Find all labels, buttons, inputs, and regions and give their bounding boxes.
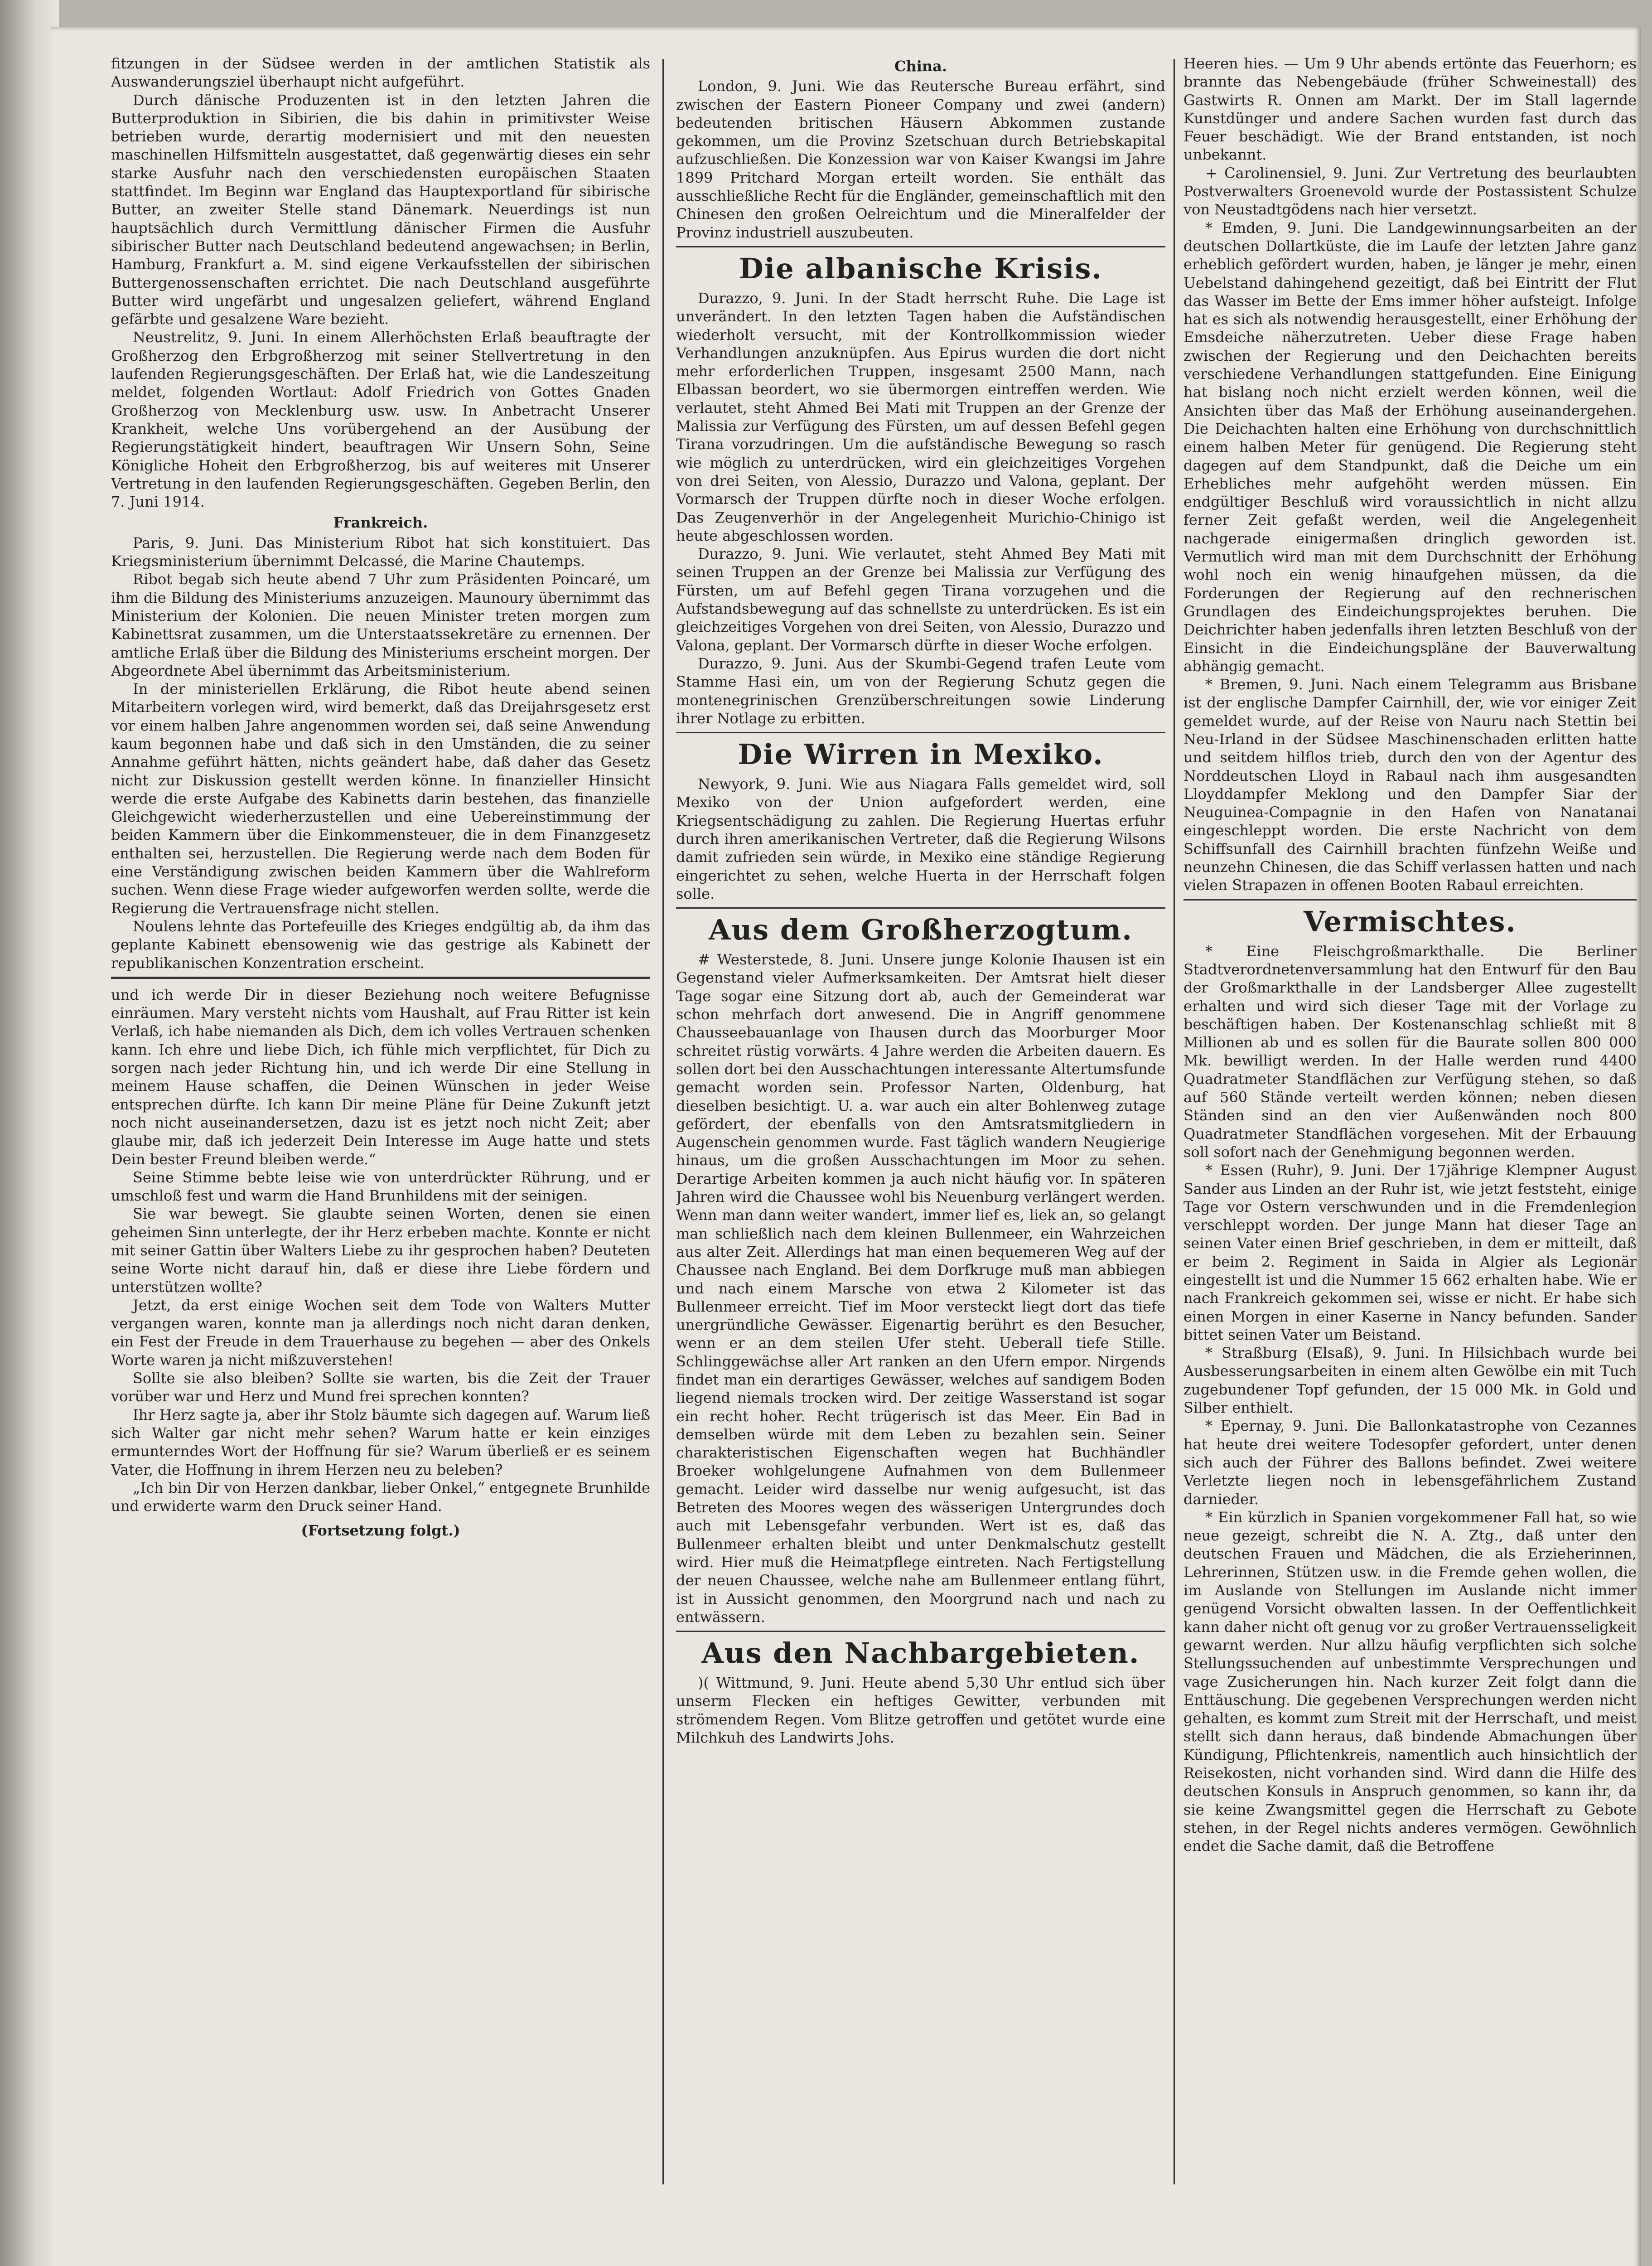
paragraph: Durazzo, 9. Juni. Wie verlautet, steht Ahmed Bey Mati mit seinen Truppen an der Grenze bei Malissia zur Verfügung des Fürsten, um auf Befehl gegen Tirana vorzugehen und die Aufstandsbewegung auf das schnellste zu unterdrücken. Es ist ein gleichzeitiges Vorgehen von drei Seiten, von Alessio, Durazzo und Valona, geplant. Der Vormarsch dürfte in dieser Woche erfolgen. xyxy=(676,545,1165,654)
paragraph: + Carolinensiel, 9. Juni. Zur Vertretung des beurlaubten Postverwalters Groenevold wurde der Postassistent Schulze von Neustadtgödens nach hier versetzt. xyxy=(1183,164,1637,218)
paragraph: Paris, 9. Juni. Das Ministerium Ribot hat sich konstituiert. Das Kriegsministerium übernimmt Delcassé, die Marine Chautemps. xyxy=(111,534,650,570)
paragraph: * Emden, 9. Juni. Die Landgewinnungsarbeiten an der deutschen Dollartküste, die im Laufe der letzten Jahre ganz erheblich gefördert wurden, haben, je länger je mehr, einen Uebelstand dahingehend gezeitigt, daß bei Eintritt der Flut das Wasser im Bette der Ems immer höher aufsteigt. Infolge hat es sich als notwendig herausgestellt, einer Erhöhung der Emsdeiche näherzutreten. Ueber diese Frage haben zwischen der Regierung und den Deichachten bereits verschiedene Verhandlungen stattgefunden. Eine Einigung hat bislang noch nicht erzielt werden können, weil die Ansichten über das Maß der Erhöhung auseinandergehen. Die Deichachten halten eine Erhöhung von durchschnittlich einem halben Meter für genügend. Die Regierung steht dagegen auf dem Standpunkt, daß die Deiche um ein Erhebliches mehr aufgehöht werden müssen. Ein endgültiger Beschluß wird voraussichtlich in nicht allzu ferner Zeit gefaßt werden, weil die Angelegenheit nachgerade einigermaßen dringlich geworden ist. Vermutlich wird man mit dem Durchschnitt der Erhöhung wohl noch ein wenig hinaufgehen müssen, da die Forderungen der Regierung auf den rechnerischen Grundlagen des Eindeichungsprojektes beruhen. Die Deichrichter haben jedenfalls ihren letzten Beschluß von der Einsicht in die Eindeichungspläne der Bauverwaltung abhängig gemacht. xyxy=(1183,219,1637,675)
section-heading: Aus den Nachbargebieten. xyxy=(701,1637,1140,1670)
paragraph: Newyork, 9. Juni. Wie aus Niagara Falls gemeldet wird, soll Mexiko von der Union aufgefordert werden, eine Kriegsentschädigung zu zahlen. Die Regierung Huertas erfuhr durch ihren amerikanischen Vertreter, daß die Regierung Wilsons damit zufrieden sein würde, in Mexiko eine ständige Regierung eingerichtet zu sehen, welche Huerta in der Herrschaft folgen solle. xyxy=(676,775,1165,902)
paragraph: * Bremen, 9. Juni. Nach einem Telegramm aus Brisbane ist der englische Dampfer Cairnhill, der, wie vor einiger Zeit gemeldet wurde, auf der Reise von Nauru nach Stettin bei Neu-Irland in der Südsee Maschinenschaden erlitten hatte und seitdem hilflos trieb, durch den von der Agentur des Norddeutschen Lloyd in Rabaul nach ihm ausgesandten Lloyddampfer Meklong und den Dampfer Siar der Neuguinea-Compagnie in den Hafen von Nanatanai eingeschleppt worden. Die erste Nachricht von dem Schiffsunfall des Cairnhill brachten fünfzehn Weiße und neunzehn Chinesen, die das Schiff verlassen hatten und nach vielen Strapazen in offenen Booten Rabaul erreichten. xyxy=(1183,676,1637,894)
column-divider xyxy=(1174,59,1175,2184)
paragraph: * Straßburg (Elsaß), 9. Juni. In Hilsichbach wurde bei Ausbesserungsarbeiten in einem alten Gewölbe ein mit Tuch zugebundener Topf gefunden, der 15 000 Mk. in Gold und Silber enthielt. xyxy=(1183,1344,1637,1417)
paragraph: Seine Stimme bebte leise wie von unterdrückter Rührung, und er umschloß fest und warm die Hand Brunhildens mit der seinigen. xyxy=(111,1168,650,1205)
feuilleton-divider xyxy=(111,977,650,981)
paragraph: Ihr Herz sagte ja, aber ihr Stolz bäumte sich dagegen auf. Warum ließ sich Walter gar nicht mehr sehen? Warum hatte er kein einziges ermunterndes Wort der Hoffnung für sie? Warum überließ er es seinem Vater, die Hoffnung in ihrem Herzen neu zu beleben? xyxy=(111,1406,650,1478)
section-heading: Die albanische Krisis. xyxy=(739,252,1103,285)
paragraph: fitzungen in der Südsee werden in der amtlichen Statistik als Auswanderungsziel überhaupt nicht aufgeführt. xyxy=(111,55,650,91)
paragraph: Noulens lehnte das Portefeuille des Krieges endgültig ab, da ihm das geplante Kabinett ebensowenig wie das gestrige als Kabinett der republikanischen Konzentration erscheint. xyxy=(111,917,650,972)
paragraph: Durazzo, 9. Juni. Aus der Skumbi-Gegend trafen Leute vom Stamme Hasi ein, um von der Regierung Schutz gegen die montenegrinischen Grenzüberschreitungen sowie Linderung ihrer Notlage zu erbitten. xyxy=(676,654,1165,727)
paragraph: Ribot begab sich heute abend 7 Uhr zum Präsidenten Poincaré, um ihm die Bildung des Ministeriums anzuzeigen. Maunoury übernimmt das Ministerium der Kolonien. Die neuen Minister treten morgen zum Kabinettsrat zusammen, um die Unterstaatssekretäre zu ernennen. Der amtliche Erlaß über die Bildung des Ministeriums erscheint morgen. Der Abgeordnete Abel übernimmt das Arbeitsministerium. xyxy=(111,571,650,679)
paragraph: Durazzo, 9. Juni. In der Stadt herrscht Ruhe. Die Lage ist unverändert. In den letzten Tagen haben die Aufständischen wiederholt versucht, mit der Kontrollkommission wieder Verhandlungen anzuknüpfen. Aus Epirus wurden die dort nicht mehr erforderlichen Truppen, insgesamt 2500 Mann, nach Elbassan beordert, wo sie übermorgen eintreffen werden. Wie verlautet, steht Ahmed Bei Mati mit Truppen an der Grenze der Malissia zur Verfügung des Fürsten, um auf dessen Befehl gegen Tirana vorzudringen. Um die aufständische Bewegung so rasch wie möglich zu unterdrücken, wird ein gleichzeitiges Vorgehen von drei Seiten, von Alessio, Durazzo und Valona, geplant. Der Vormarsch der Truppen dürfte noch in dieser Woche erfolgen. Das Zeugenverhör in der Angelegenheit Murichio-Chinigo ist heute abgeschlossen worden. xyxy=(676,289,1165,544)
paragraph: Sollte sie also bleiben? Sollte sie warten, bis die Zeit der Trauer vorüber war und Herz und Mund frei sprechen konnten? xyxy=(111,1370,650,1405)
paragraph: „Ich bin Dir von Herzen dankbar, lieber Onkel,“ entgegnete Brunhilde und erwiderte warm den Druck seiner Hand. xyxy=(111,1479,650,1515)
divider xyxy=(676,1631,1165,1632)
divider xyxy=(676,246,1165,247)
paragraph: * Essen (Ruhr), 9. Juni. Der 17jährige Klempner August Sander aus Linden an der Ruhr ist, wie jetzt feststeht, einige Tage vor Ostern verschwunden und in die Fremdenlegion verschleppt worden. Der junge Mann hat dieser Tage an seinen Vater einen Brief geschrieben, in dem er mitteilt, daß er beim 2. Regiment in Saida in Algier als Legionär eingestellt ist und die Nummer 15 662 erhalten habe. Wie er nach Frankreich gekommen sei, wisse er nicht. Er habe sich einen Morgen in einer Kaserne in Nancy befunden. Sander bittet seinen Vater um Beistand. xyxy=(1183,1162,1637,1343)
column-divider xyxy=(662,59,664,2184)
paragraph: London, 9. Juni. Wie das Reutersche Bureau erfährt, sind zwischen der Eastern Pioneer Company und zwei (andern) bedeutenden britischen Häusern Abkommen zustande gekommen, um die Provinz Szetschuan durch Betriebskapital aufzuschließen. Die Konzession war von Kaiser Kwangsi im Jahre 1899 Pritchard Morgan erteilt worden. Sie enthält das ausschließliche Recht für die Engländer, gemeinschaftlich mit den Chinesen den großen Oelreichtum und die Mineralfelder der Provinz industriell auszubeuten. xyxy=(676,77,1165,241)
paragraph: * Eine Fleischgroßmarkthalle. Die Berliner Stadtverordnetenversammlung hat den Entwurf für den Bau der Großmarkthalle in der Landsberger Allee zugestellt erhalten und wird sich dieser Tage mit der Vorlage zu beschäftigen haben. Der Kostenanschlag schließt mit 8 Millionen ab und es sollen für die Baurate sollen 800 000 Mk. bewilligt werden. In der Halle werden rund 4400 Quadratmeter Standflächen zur Verfügung stehen, so daß auf 560 Stände verteilt werden können; neben diesen Ständen sind an den vier Außenwänden noch 800 Quadratmeter Standflächen vorgesehen. Mit der Erbauung soll sofort nach der Genehmigung begonnen werden. xyxy=(1183,942,1637,1161)
divider xyxy=(676,732,1165,733)
paragraph: Durch dänische Produzenten ist in den letzten Jahren die Butterproduktion in Sibirien, die bis dahin in primitivster Weise betrieben wurde, derartig modernisiert und mit den neuesten maschinellen Hilfsmitteln ausgestattet, daß gegenwärtig dieses ein sehr starke Ausfuhr nach den verschiedensten europäischen Staaten stattfindet. Im Beginn war England das Hauptexportland für sibirische Butter, an zweiter Stelle stand Dänemark. Neuerdings ist nun hauptsächlich durch Vermittlung dänischer Firmen die Ausfuhr sibirischer Butter nach Deutschland bedeutend angewachsen; in Berlin, Hamburg, Frankfurt a. M. sind eigene Verkaufsstellen der sibirischen Buttergenossenschaften errichtet. Die nach Deutschland ausgeführte Butter wird ungefärbt und ungesalzen geliefert, während England gefärbte und gesalzene Ware bezieht. xyxy=(111,91,650,328)
section-heading: China. xyxy=(894,58,947,75)
paragraph: Jetzt, da erst einige Wochen seit dem Tode von Walters Mutter vergangen waren, konnte man ja allerdings noch nicht daran denken, ein Fest der Freude in dem Trauerhause zu begehen — aber des Onkels Worte waren ja nicht mißzuverstehen! xyxy=(111,1296,650,1369)
paragraph: und ich werde Dir in dieser Beziehung noch weitere Befugnisse einräumen. Mary versteht nichts vom Haushalt, auf Frau Ritter ist kein Verlaß, ich habe niemanden als Dich, dem ich volles Vertrauen schenken kann. Ich ehre und liebe Dich, ich fühle mich verpflichtet, für Dich zu sorgen nach jeder Richtung hin, und ich werde Dir eine Stellung in meinem Hause schaffen, die Deinen Wünschen in jeder Weise entsprechen dürfte. Ich kann Dir meine Pläne für Deine Zukunft jetzt noch nicht auseinandersetzen, dazu ist es jetzt noch nicht Zeit; aber glaube mir, daß ich jederzeit Dein Interesse im Auge hatte und stets Dein bester Freund bleiben werde.“ xyxy=(111,986,650,1168)
section-heading: Vermischtes. xyxy=(1304,905,1517,938)
column-middle xyxy=(676,54,1165,2193)
paragraph: )( Wittmund, 9. Juni. Heute abend 5,30 Uhr entlud sich über unserm Flecken ein heftiges Gewitter, verbunden mit strömendem Regen. Vom Blitze getroffen und getötet wurde eine Milchkuh des Landwirts Johs. xyxy=(676,1674,1165,1747)
divider xyxy=(676,907,1165,909)
column-right xyxy=(1183,54,1637,2193)
paragraph: * Epernay, 9. Juni. Die Ballonkatastrophe von Cezannes hat heute drei weitere Todesopfer gefordert, unter denen sich auch der Führer des Ballons befindet. Zwei weitere Verletzte liegen noch in lebensgefährlichem Zustand darnieder. xyxy=(1183,1417,1637,1508)
divider xyxy=(1183,899,1637,901)
paragraph: Heeren hies. — Um 9 Uhr abends ertönte das Feuerhorn; es brannte das Nebengebäude (früher Schweinestall) des Gastwirts R. Onnen am Markt. Der im Stall lagernde Kunstdünger und andere Sachen wurden fast durch das Feuer beschädigt. Wie der Brand entstanden, ist noch unbekannt. xyxy=(1183,55,1637,164)
paragraph: In der ministeriellen Erklärung, die Ribot heute abend seinen Mitarbeitern vorlegen wird, wird bemerkt, daß das Dreijahrsgesetz erst vor einem halben Jahre angenommen worden sei, daß seine Anwendung kaum begonnen habe und daß sich in den Umständen, die zu seiner Annahme geführt hätten, nichts geändert habe, daß daher das Gesetz nicht zur Diskussion gestellt werden könne. In finanzieller Hinsicht werde die erste Aufgabe des Kabinetts darin bestehen, das finanzielle Gleichgewicht wiederherzustellen und eine Uebereinstimmung der beiden Kammern über die Einkommensteuer, die in dem Finanzgesetz enthalten sei, herzustellen. Die Regierung werde nach dem Boden für eine Verständigung zwischen beiden Kammern über die Wahlreform suchen. Wenn diese Frage wieder aufgeworfen werden sollte, werde die Regierung die Vertrauensfrage nicht stellen. xyxy=(111,680,650,917)
paragraph: # Westerstede, 8. Juni. Unsere junge Kolonie Ihausen ist ein Gegenstand vieler Aufmerksamkeiten. Der Amtsrat hielt dieser Tage sogar eine Sitzung dort ab, auch der Gemeinderat war schon mehrfach dort anwesend. Die in Angriff genommene Chausseebauanlage von Ihausen durch das Moorburger Moor schreitet rüstig vorwärts. 4 Jahre werden die Arbeiten dauern. Es sollen dort bei den Ausschachtungen interessante Altertumsfunde gemacht worden sein. Professor Narten, Oldenburg, hat dieselben besichtigt. U. a. war auch ein alter Bohlenweg zutage gefördert, der ebenfalls von den Amtsratsmitgliedern in Augenschein genommen wurde. Fast täglich wandern Neugierige hinaus, um die großen Ausschachtungen im Moor zu sehen. Derartige Arbeiten kommen ja auch nicht häufig vor. In späteren Jahren wird die Chaussee wohl bis Neuenburg verlängert werden. Wenn man dann weiter wandert, immer lief es, liek an, so gelangt man schließlich nach dem kleinen Bullenmeer, ein Wahrzeichen aus alter Zeit. Allerdings hat man einen bequemeren Weg auf der Chaussee nach England. Bei dem Dorfkruge muß man abbiegen und nach einem Marsche von etwa 2 Kilometer ist das Bullenmeer erreicht. Tief im Moor versteckt liegt dort das tiefe unergründliche Gewässer. Eigenartig berührt es den Besucher, wenn er an dem steilen Ufer steht. Ueberall tiefe Stille. Schlinggewächse aller Art ranken an den Ufern empor. Nirgends findet man ein derartiges Gewässer, welches auf sandigem Boden liegend niemals trocken wird. Der zeitige Wasserstand ist sogar ein recht hoher. Recht trügerisch ist das Meer. Ein Bad in demselben würde mit dem Leben zu bezahlen sein. Seiner charakteristischen Eigenschaften wegen hat Buchhändler Broeker wohlgelungene Aufnahmen von dem Bullenmeer gemacht. Leider wird dasselbe nur wenig aufgesucht, ist das Betreten des Moores wegen des wässerigen Untergrundes doch auch mit Lebensgefahr verbunden. Wert ist es, daß das Bullenmeer erhalten bleibt und unter Denkmalschutz gestellt wird. Hier muß die Heimatpflege eintreten. Nach Fertigstellung der neuen Chaussee, welche nahe am Bullenmeer entlang führt, ist in Aussicht genommen, den Moorgrund nach und nach zu entwässern. xyxy=(676,951,1165,1626)
section-heading: Die Wirren in Mexiko. xyxy=(738,738,1104,771)
book-spine xyxy=(0,0,59,2266)
section-heading: Aus dem Großherzogtum. xyxy=(709,913,1133,947)
column-left xyxy=(111,54,650,2193)
paragraph: * Ein kürzlich in Spanien vorgekommener Fall hat, so wie neue gezeigt, schreibt die N. A. Ztg., daß unter den deutschen Frauen und Mädchen, die als Erzieherinnen, Lehrerinnen, Stützen usw. in die Fremde gehen wollen, die im Auslande von Stellungen im Auslande nicht immer genügend Vorsicht obwalten lassen. In der Oeffentlichkeit kann daher nicht oft genug vor zu großer Vertrauensseligkeit gewarnt werden. Nur allzu häufig verpflichten sich solche Stellungssuchenden auf unbestimmte Versprechungen und vage Zusicherungen hin. Nach kurzer Zeit folgt dann die Enttäuschung. Die gegebenen Versprechungen werden nicht gehalten, es kommt zum Streit mit der Herrschaft, und meist stellt sich dann heraus, daß bindende Abmachungen über Kündigung, Pflichtenkreis, namentlich auch hinsichtlich der Reisekosten, nicht vorhanden sind. Wird dann die Hilfe des deutschen Konsuls in Anspruch genommen, so kann ihr, da sie keine Zwangsmittel gegen die Herrschaft zu Gebote stehen, in der Regel nichts anderes vermögen. Gewöhnlich endet die Sache damit, daß die Betroffene xyxy=(1183,1508,1637,1855)
paragraph: Neustrelitz, 9. Juni. In einem Allerhöchsten Erlaß beauftragte der Großherzog den Erbgroßherzog mit seiner Stellvertretung in den laufenden Regierungsgeschäften. Der Erlaß hat, wie die Landeszeitung meldet, folgenden Wortlaut: Adolf Friedrich von Gottes Gnaden Großherzog von Mecklenburg usw. usw. In Anbetracht Unserer Krankheit, welche Uns vorübergehend an der Ausübung der Regierungstätigkeit hindert, beauftragen Wir Unsern Sohn, Seine Königliche Hoheit den Erbgroßherzog, bis auf weiteres mit Unserer Vertretung in den laufenden Regierungsgeschäften. Gegeben Berlin, den 7. Juni 1914. xyxy=(111,329,650,511)
section-heading: Frankreich. xyxy=(333,514,428,532)
continuation-note: (Fortsetzung folgt.) xyxy=(301,1522,460,1540)
paragraph: Sie war bewegt. Sie glaubte seinen Worten, denen sie einen geheimen Sinn unterlegte, der ihr Herz erbeben machte. Konnte er nicht mit seiner Gattin über Walters Liebe zu ihr gesprochen haben? Deuteten seine Worte nicht darauf hin, daß er diese ihre Liebe fördern und unterstützen wollte? xyxy=(111,1205,650,1296)
